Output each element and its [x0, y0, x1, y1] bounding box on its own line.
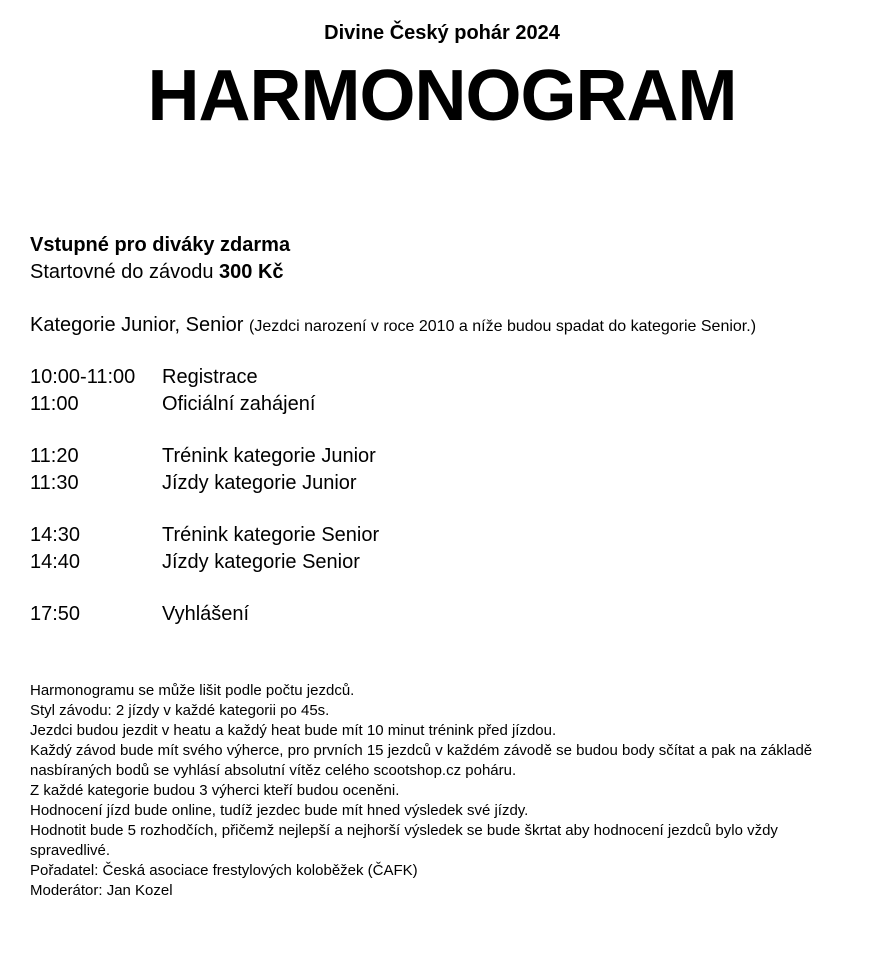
schedule-row: [30, 364, 379, 391]
schedule-time: 11:30: [30, 471, 79, 494]
category-note: (Jezdci narození v roce 2010 a níže budou spadat do kategorie Senior.): [249, 318, 757, 335]
schedule-list: [30, 364, 379, 628]
note-line: nasbíraných bodů se vyhlásí absolutní vítěz celého scootshop.cz poháru.: [30, 762, 517, 779]
schedule-row: [30, 522, 379, 549]
schedule-row: [30, 391, 379, 418]
note-line: Hodnocení jízd bude online, tudíž jezdec bude mít hned výsledek své jízdy.: [30, 802, 529, 819]
note-line: Každý závod bude mít svého výherce, pro prvních 15 jezdců v každém závodě se budou body sčítat a pak na základě: [30, 742, 813, 759]
schedule-time: 14:30: [30, 524, 81, 546]
schedule-event: Oficiální zahájení: [162, 392, 316, 415]
start-fee-label: Startovné do závodu: [30, 261, 220, 283]
schedule-row: [30, 601, 379, 628]
category-line: [30, 312, 756, 340]
note-line: Jezdci budou jezdit v heatu a každý heat bude mít 10 minut trénink před jízdou.: [30, 722, 557, 739]
notes-section: [30, 681, 850, 901]
schedule-event: Trénink kategorie Junior: [162, 445, 376, 467]
page-title: HARMONOGRAM: [147, 56, 737, 136]
schedule-event: Trénink kategorie Senior: [162, 524, 380, 546]
note-line: Moderátor: Jan Kozel: [30, 882, 173, 899]
start-fee-value: 300 Kč: [219, 261, 284, 283]
category-label: Kategorie Junior, Senior: [30, 314, 250, 336]
schedule-event: Registrace: [162, 366, 258, 388]
schedule-row: [30, 470, 379, 497]
schedule-event: Jízdy kategorie Junior: [162, 471, 357, 494]
schedule-event: Jízdy kategorie Senior: [162, 550, 360, 573]
schedule-event: Vyhlášení: [162, 603, 250, 625]
note-line: Styl závodu: 2 jízdy v každé kategorii po 45s.: [30, 702, 330, 719]
admission-info: [30, 232, 290, 286]
schedule-row: [30, 549, 379, 576]
note-line: Pořadatel: Česká asociace frestylových koloběžek (ČAFK): [30, 862, 418, 879]
admission-text: Vstupné pro diváky zdarma: [30, 234, 291, 256]
schedule-time: 14:40: [30, 550, 81, 573]
schedule-time: 11:00: [30, 392, 79, 415]
note-line: Harmonogramu se může lišit podle počtu jezdců.: [30, 682, 355, 699]
event-subtitle: Divine Český pohár 2024: [324, 22, 560, 44]
schedule-time: 11:20: [30, 445, 79, 467]
note-line: Hodnotit bude 5 rozhodčích, přičemž nejlepší a nejhorší výsledek se bude škrtat aby hodnocení jezdců bylo vždy spravedlivé.: [30, 822, 778, 859]
note-line: Z každé kategorie budou 3 výherci kteří budou oceněni.: [30, 782, 400, 799]
schedule-time: 17:50: [30, 603, 81, 625]
start-fee-line: [30, 259, 290, 286]
schedule-time: 10:00-11:00: [30, 366, 136, 388]
schedule-row: [30, 443, 379, 470]
